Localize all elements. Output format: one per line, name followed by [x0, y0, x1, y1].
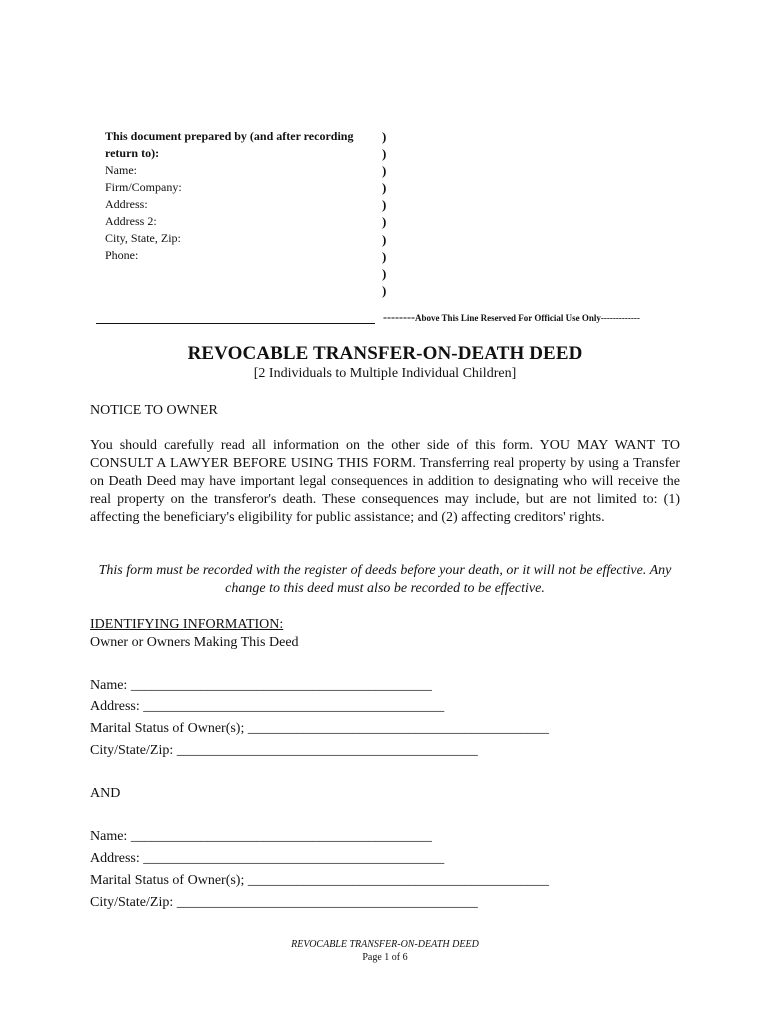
prepared-by-label: This document prepared by (and after recording	[105, 129, 354, 143]
owner2-address-field: Address: ___________________________________________	[90, 851, 445, 866]
owner2-city-field: City/State/Zip: ___________________________________________	[90, 895, 478, 910]
owner1-city-field: City/State/Zip: ___________________________________________	[90, 743, 478, 758]
reserved-text: Above This Line Reserved For Official Use Only-------------	[414, 313, 640, 323]
footer-title: REVOCABLE TRANSFER-ON-DEATH DEED	[291, 939, 479, 950]
footer-page-number: Page 1 of 6	[362, 952, 408, 963]
recording-name-field: Name:	[105, 163, 137, 177]
return-to-label: return to):	[105, 146, 160, 160]
document-subtitle: [2 Individuals to Multiple Individual Children]	[253, 366, 517, 381]
page-footer	[0, 938, 770, 964]
reserved-dashes: --------	[383, 310, 415, 324]
identifying-subheading: Owner or Owners Making This Deed	[90, 635, 299, 650]
notice-heading: NOTICE TO OWNER	[90, 403, 218, 418]
recording-divider	[96, 323, 375, 324]
identifying-section	[90, 616, 680, 652]
recording-parens: ) ) ) ) ) ) ) ) ) )	[382, 129, 387, 298]
recording-address-field: Address:	[105, 197, 148, 211]
owner1-address-field: Address: ___________________________________________	[90, 699, 445, 714]
notice-paragraph: You should carefully read all information on the other side of this form. YOU MAY WANT TO CONSULT A LAWYER BEFORE USING THIS FORM. Transferring real property by using a Transfer on Death Deed may have important legal consequences in addition to designating who will receive the real property on the transferor's death. These consequences may include, but are not limited to: (1) affecting the beneficiary's eligibility for public assistance; and (2) affecting creditors' rights.	[90, 438, 680, 525]
recording-firm-field: Firm/Company:	[105, 180, 182, 194]
recording-address2-field: Address 2:	[105, 214, 157, 228]
identifying-heading: IDENTIFYING INFORMATION:	[90, 617, 284, 632]
document-title: REVOCABLE TRANSFER-ON-DEATH DEED	[187, 343, 583, 364]
recording-block	[105, 128, 375, 264]
owner1-marital-field: Marital Status of Owner(s); ___________________________________________	[90, 721, 549, 736]
recording-phone-field: Phone:	[105, 248, 139, 262]
and-label: AND	[90, 786, 121, 801]
recording-city-field: City, State, Zip:	[105, 231, 181, 245]
reserved-line	[383, 310, 640, 325]
owner1-name-field: Name: ___________________________________________	[90, 678, 432, 693]
owner2-marital-field: Marital Status of Owner(s); ___________________________________________	[90, 873, 549, 888]
recording-requirement-note: This form must be recorded with the register of deeds before your death, or it will not be effective. Any change to this deed must also be recorded to be effective.	[98, 563, 672, 596]
owner2-name-field: Name: ___________________________________________	[90, 829, 432, 844]
